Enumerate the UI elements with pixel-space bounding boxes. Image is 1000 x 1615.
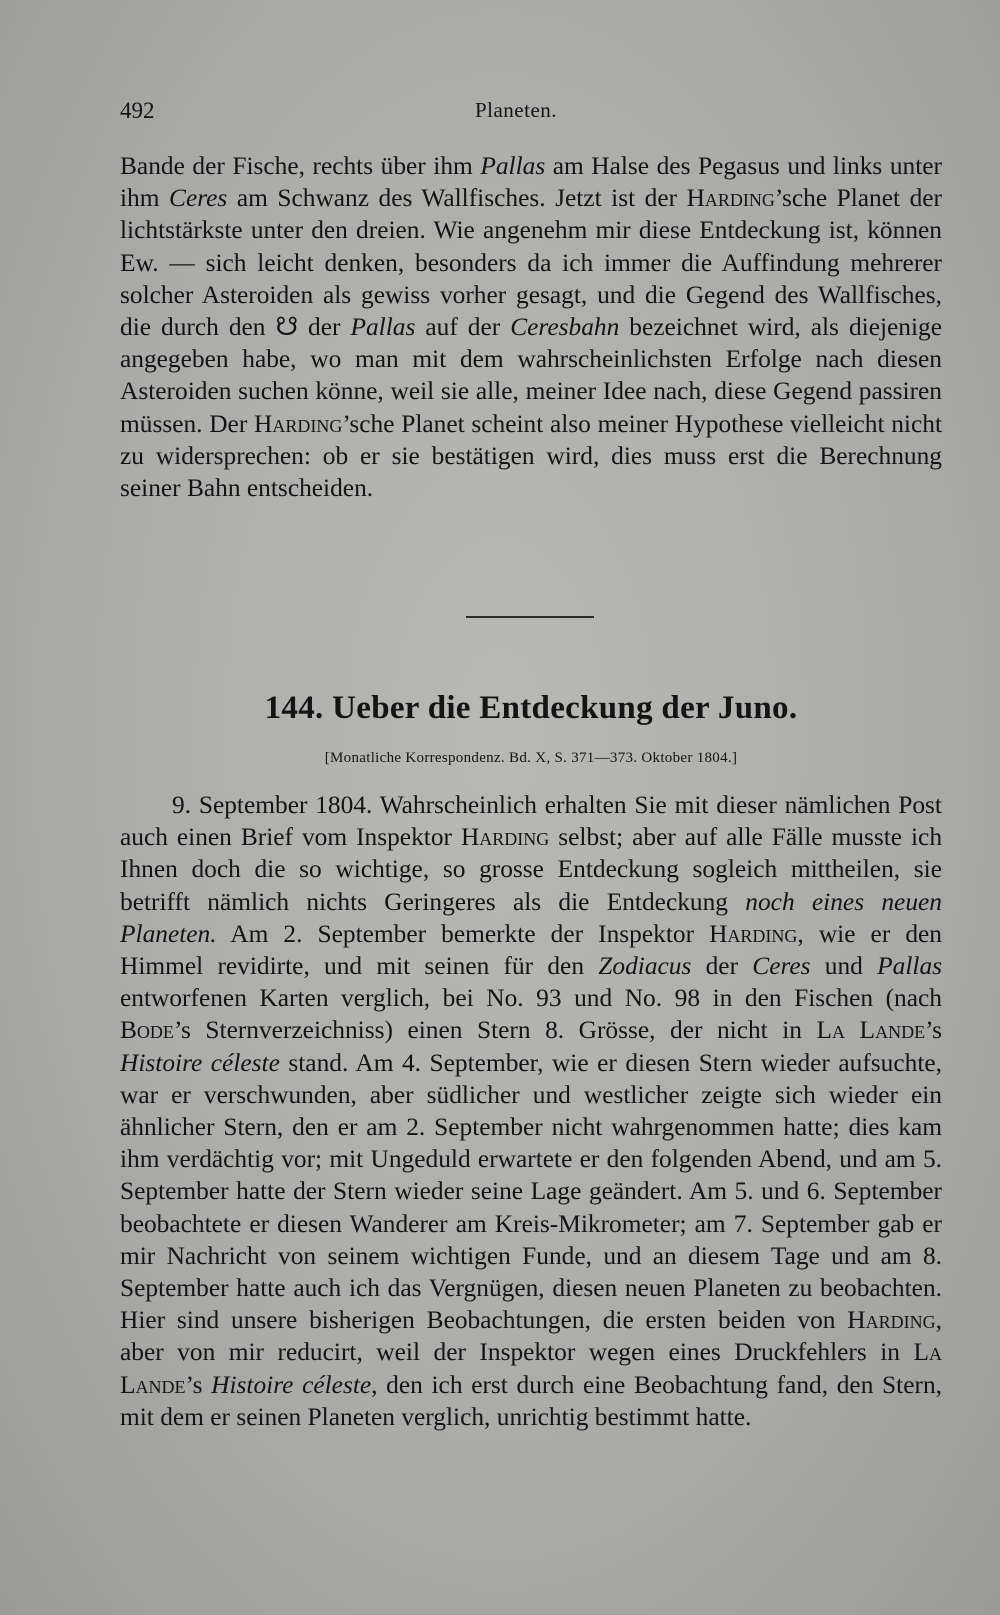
italic-name: Ceres: [752, 952, 811, 981]
italic-name: Pallas: [877, 952, 943, 981]
text-run: Bande der Fische, rechts über ihm: [120, 152, 481, 180]
italic-name: Pallas: [480, 152, 546, 180]
small-caps-name: Harding: [686, 184, 775, 213]
italic-name: Ceresbahn: [510, 313, 620, 342]
text-run: ’sche Planet scheint also meiner Hypothese vielleicht nicht zu widersprechen: ob er sie bestätigen wird, dies muss erst die Berechnung seiner Bahn entscheiden.: [120, 409, 942, 503]
source-citation: [Monatliche Korrespondenz. Bd. X, S. 371—373. Oktober 1804.]: [324, 750, 738, 766]
text-run: , den ich erst durch eine Beobachtung fand, den Stern, mit dem er seinen Planeten verglich, unrichtig bestimmt hatte.: [120, 1370, 942, 1431]
text-run: ’sche Planet der lichtstärkste unter den dreien. Wie angenehm mir diese Entdeckung ist, können Ew. — sich leicht denken, besonders da ich immer die Auffindung mehrerer solcher Asteroiden als gewiss vorher gesagt, und die Gegend des Wallfisches, die durch den ☋ der: [120, 184, 942, 342]
text-run: bezeichnet wird, als diejenige angegeben habe, wo man mit dem wahrscheinlichsten Erfolge nach diesen Asteroiden suchen könne, weil sie alle, meiner Idee nach, diese Gegend passiren müssen. Der: [120, 313, 942, 438]
small-caps-name: Bode: [120, 1016, 174, 1045]
text-run: 9. September 1804. Wahrscheinlich erhalten Sie mit dieser nämlichen Post auch einen Brief vom Inspektor: [120, 791, 942, 852]
text-run: entworfenen Karten verglich, bei No. 93 und No. 98 in den Fischen (nach: [120, 984, 942, 1013]
text-run: am Halse des Pegasus und links unter ihm: [120, 152, 942, 213]
page-number: 492: [120, 98, 155, 123]
italic-name: Ceres: [169, 184, 228, 213]
section-divider: [466, 616, 594, 618]
small-caps-name: La Lande: [120, 1338, 942, 1399]
small-caps-name: Harding: [709, 919, 798, 948]
text-run: Am 2. September bemerkte der Inspektor: [216, 919, 710, 948]
italic-title: Histoire céleste: [120, 1048, 280, 1077]
text-run: ’s: [185, 1370, 212, 1399]
small-caps-name: Harding: [847, 1306, 936, 1335]
text-run: ’s Sternverzeichniss) einen Stern 8. Grösse, der nicht in: [173, 1016, 817, 1045]
text-run: auf der: [415, 313, 511, 342]
italic-name: Pallas: [350, 313, 416, 342]
text-run: , wie er den Himmel revidirte, und mit seinen für den: [120, 919, 942, 981]
text-run: am Schwanz des Wallfisches. Jetzt ist der: [227, 184, 687, 213]
paragraph-text: [120, 789, 942, 1433]
text-run: ’s: [925, 1016, 942, 1045]
paragraph-text: [120, 150, 942, 504]
text-run: und: [810, 952, 878, 981]
section-heading: 144. Ueber die Entdeckung der Juno.: [264, 690, 798, 726]
italic-title: Histoire céleste: [211, 1370, 372, 1399]
text-run: stand. Am 4. September, wie er diesen Stern wieder aufsuchte, war er verschwunden, aber südlicher und westlicher zeigte sich wieder ein ähnlicher Stern, den er am 2. September nicht wahrgenommen hatte; dies kam ihm verdächtig vor; mit Ungeduld erwartete er den folgenden Abend, und am 5. September hatte der Stern wieder seine Lage geändert. Am 5. und 6. September beobachtete er diesen Wanderer am Kreis-Mikrometer; am 7. September gab er mir Nachricht von seinem wichtigen Funde, und an diesem Tage und am 8. September hatte auch ich das Vergnügen, diesen neuen Planeten zu beobachten. Hier sind unsere bisherigen Beobachtungen, die ersten beiden von: [120, 1048, 942, 1335]
text-run: , aber von mir reducirt, weil der Inspektor wegen eines Druckfehlers in: [120, 1306, 942, 1367]
italic-name: Zodiacus: [598, 952, 692, 981]
small-caps-name: La Lande: [816, 1016, 926, 1045]
running-head: Planeten.: [474, 98, 558, 122]
page-header: [120, 98, 912, 128]
italic-phrase: noch eines neuen Planeten.: [120, 887, 942, 948]
text-run: der: [691, 952, 753, 981]
continued-paragraph: [120, 150, 942, 504]
small-caps-name: Harding: [460, 823, 550, 852]
text-run: selbst; aber auf alle Fälle musste ich Ihnen doch die so wichtige, so grosse Entdeckung sogleich mittheilen, sie betrifft nämlich nichts Geringeres als die Entdeckung: [120, 823, 943, 916]
small-caps-name: Harding: [253, 409, 343, 438]
section-paragraph: [120, 789, 942, 1433]
